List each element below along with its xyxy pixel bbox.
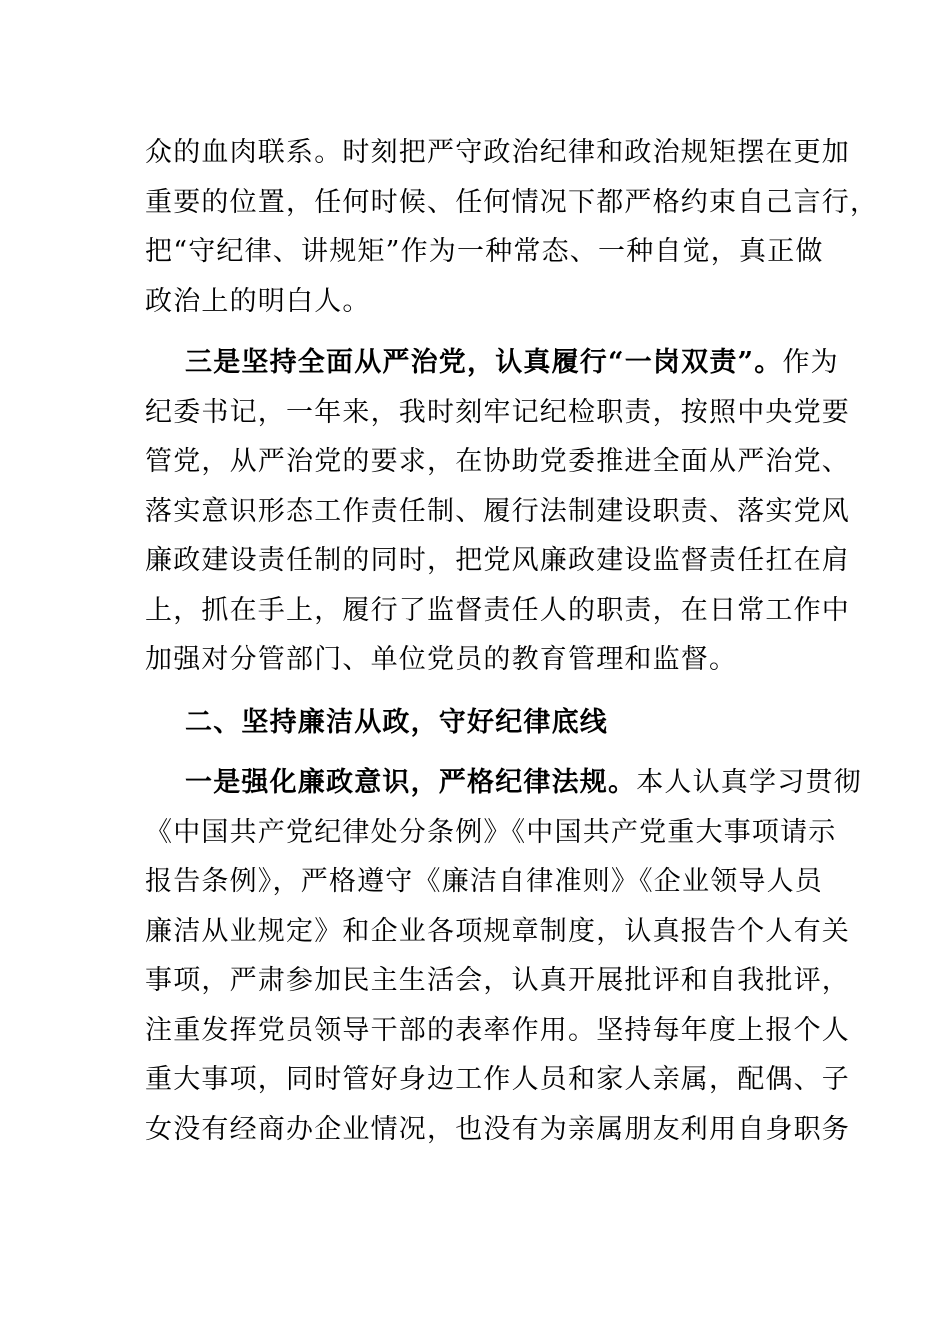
text-line: 女没有经商办企业情况，也没有为亲属朋友利用自身职务 [145,1113,850,1145]
text-line: 管党，从严治党的要求，在协助党委推进全面从严治党、 [145,446,850,477]
text-line: 加强对分管部门、单位党员的教育管理和监督。 [145,644,738,675]
text-line [145,338,839,388]
text-line: 政治上的明白人。 [145,285,371,317]
text-line: 落实意识形态工作责任制、履行法制建设职责、落实党风 [145,495,850,527]
text-line: 廉政建设责任制的同时，把党风廉政建设监督责任扛在肩 [145,545,850,576]
text-line: 把“守纪律、讲规矩”作为一种常态、一种自觉，真正做 [145,236,824,267]
text-run: 作为 [782,347,839,378]
heading-line [145,698,805,748]
text-line: 注重发挥党员领导干部的表率作用。坚持每年度上报个人 [145,1014,850,1046]
bold-lead: 一是强化廉政意识，严格纪律法规。 [185,767,637,798]
paragraph-1 [145,128,879,326]
heading-text: 二、坚持廉洁从政，守好纪律底线 [185,707,608,738]
text-line: 纪委书记，一年来，我时刻牢记纪检职责，按照中央党要 [145,396,850,428]
text-line: 《中国共产党纪律处分条例》《中国共产党重大事项请示 [145,816,837,848]
section-heading [145,698,805,748]
text-line: 重要的位置，任何时候、任何情况下都严格约束自己言行， [145,186,879,218]
text-line [145,758,862,808]
bold-lead: 三是坚持全面从严治党，认真履行“一岗双责”。 [185,347,783,378]
text-line: 重大事项，同时管好身边工作人员和家人亲属，配偶、子 [145,1064,850,1095]
text-line: 报告条例》，严格遵守《廉洁自律准则》《企业领导人员 [145,866,823,897]
text-line: 廉洁从业规定》和企业各项规章制度，认真报告个人有关 [145,915,850,947]
text-line: 上，抓在手上，履行了监督责任人的职责，在日常工作中 [145,594,850,626]
text-line: 事项，严肃参加民主生活会，认真开展批评和自我批评， [145,965,850,996]
text-line: 众的血肉联系。时刻把严守政治纪律和政治规矩摆在更加 [145,137,850,168]
text-run: 本人认真学习贯彻 [636,767,862,798]
paragraph-2 [145,338,850,685]
paragraph-3 [145,758,862,1154]
